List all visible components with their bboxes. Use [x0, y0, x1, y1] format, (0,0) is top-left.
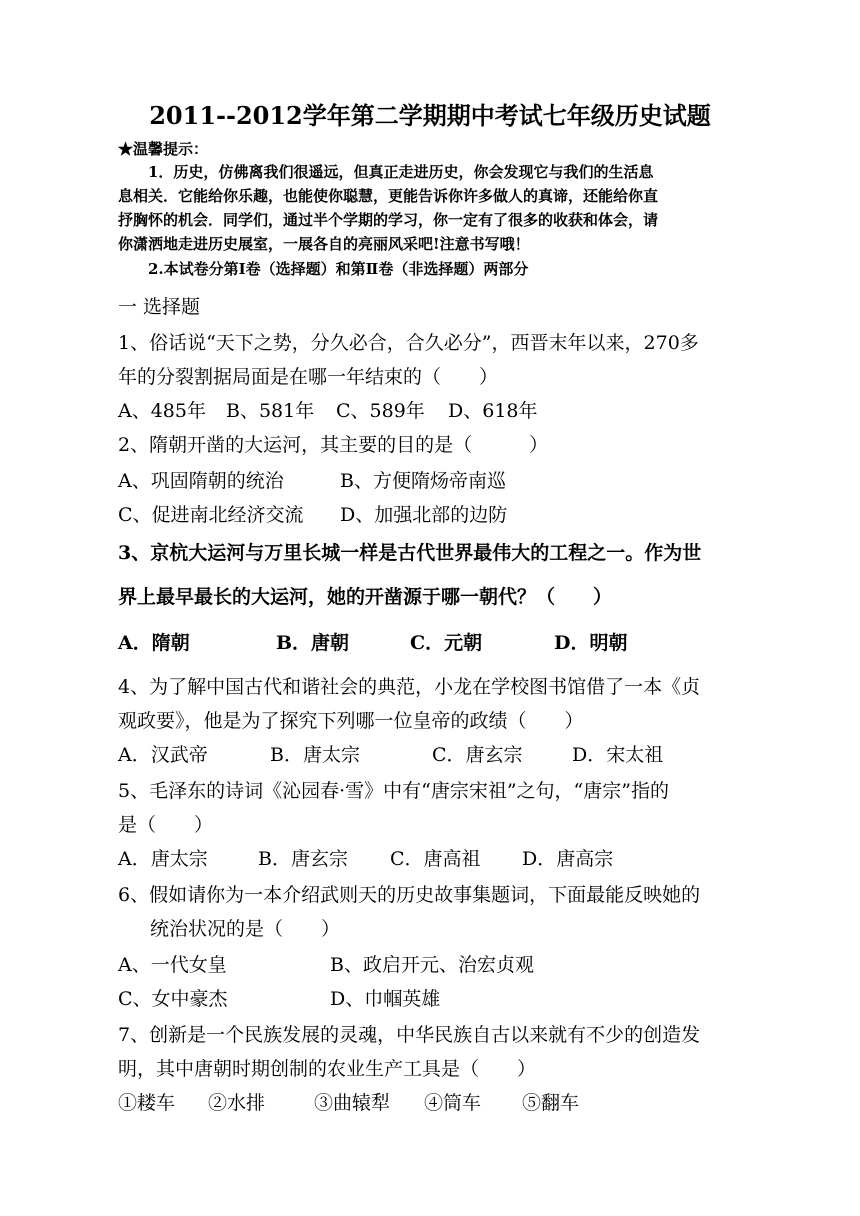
option: D．宋太祖 [572, 744, 664, 766]
question-5-options [118, 844, 613, 871]
tips-item-1-line: 1．历史，仿佛离我们很遥远，但真正走进历史，你会发现它与我们的生活息 [148, 163, 654, 181]
tips-item-1-line: 息相关．它能给你乐趣，也能使你聪慧，更能告诉你许多做人的真谛，还能给你直 [118, 187, 659, 205]
option: B、政启开元、治宏贞观 [330, 954, 534, 976]
option: C．元朝 [410, 632, 483, 654]
tips-label: ★温馨提示： [118, 140, 209, 158]
tips-item-1-line: 抒胸怀的机会．同学们，通过半个学期的学习，你一定有了很多的收获和体会，请 [118, 211, 659, 229]
option: C．唐高祖 [390, 848, 481, 870]
question-4-line-1: 4、为了解中国古代和谐社会的典范，小龙在学校图书馆借了一本《贞 [118, 676, 701, 698]
question-6-line-1: 6、假如请你为一本介绍武则天的历史故事集题词，下面最能反映她的 [118, 884, 701, 906]
option: B．唐太宗 [270, 744, 360, 766]
option: B．唐玄宗 [258, 848, 348, 870]
section-title: 一 选择题 [118, 296, 201, 318]
option: ⑤翻车 [522, 1092, 580, 1114]
option: D．明朝 [554, 632, 628, 654]
option: C、促进南北经济交流 [118, 504, 304, 526]
question-5-line-1: 5、毛泽东的诗词《沁园春·雪》中有“唐宗宋祖”之句，“唐宗”指的 [118, 780, 669, 802]
exam-title: 2011--2012学年第二学期期中考试七年级历史试题 [149, 101, 711, 130]
question-3-line-1: 3、京杭大运河与万里长城一样是古代世界最伟大的工程之一。作为世 [118, 542, 702, 564]
option: D、618年 [448, 400, 538, 422]
question-3-options [118, 628, 627, 655]
option: A、一代女皇 [118, 954, 227, 976]
question-2-options-row-2 [118, 500, 507, 527]
option: D、加强北部的边防 [340, 504, 508, 526]
question-4-options [118, 740, 663, 767]
question-1-options [118, 396, 538, 423]
question-1-line-1: 1、俗话说“天下之势，分久必合，合久必分”，西晋末年以来，270多 [118, 332, 699, 354]
option: ④筒车 [424, 1092, 482, 1114]
question-2-options-row-1 [118, 466, 506, 493]
tips-item-1-line: 你潇洒地走进历史展室，一展各自的亮丽风采吧!注意书写哦！ [118, 235, 530, 253]
question-1-line-2: 年的分裂割据局面是在哪一年结束的（ ） [118, 366, 499, 388]
question-6-line-2: 统治状况的是（ ） [150, 918, 341, 940]
question-4-line-2: 观政要》，他是为了探究下列哪一位皇帝的政绩（ ） [118, 710, 584, 732]
question-7-line-2: 明，其中唐朝时期创制的农业生产工具是（ ） [118, 1058, 537, 1080]
option: ②水排 [208, 1092, 266, 1114]
question-6-options-row-2 [118, 984, 440, 1011]
option: B．唐朝 [276, 632, 350, 654]
option: C、589年 [336, 400, 425, 422]
option: B、方便隋炀帝南巡 [340, 470, 506, 492]
option: A．汉武帝 [118, 744, 208, 766]
question-5-line-2: 是（ ） [118, 814, 214, 836]
tips-item-1 [118, 160, 748, 256]
question-3-line-2: 界上最早最长的大运河，她的开凿源于哪一朝代？（ ） [118, 586, 613, 608]
option: ③曲辕犁 [314, 1092, 391, 1114]
option: D、巾帼英雄 [330, 988, 441, 1010]
option: A．唐太宗 [118, 848, 208, 870]
option: C．唐玄宗 [432, 744, 523, 766]
option: D．唐高宗 [522, 848, 614, 870]
option: C、女中豪杰 [118, 988, 228, 1010]
question-6-options-row-1 [118, 950, 534, 977]
option: A、485年 [118, 400, 206, 422]
question-7-line-1: 7、创新是一个民族发展的灵魂，中华民族自古以来就有不少的创造发 [118, 1024, 701, 1046]
option: A．隋朝 [118, 632, 190, 654]
tips-item-2: 2.本试卷分第Ⅰ卷（选择题）和第Ⅱ卷（非选择题）两部分 [148, 260, 529, 278]
question-7-options [118, 1088, 579, 1115]
option: B、581年 [226, 400, 315, 422]
question-2-line-1: 2、隋朝开凿的大运河，其主要的目的是（ ） [118, 434, 549, 456]
option: ①耧车 [118, 1092, 176, 1114]
option: A、巩固隋朝的统治 [118, 470, 284, 492]
